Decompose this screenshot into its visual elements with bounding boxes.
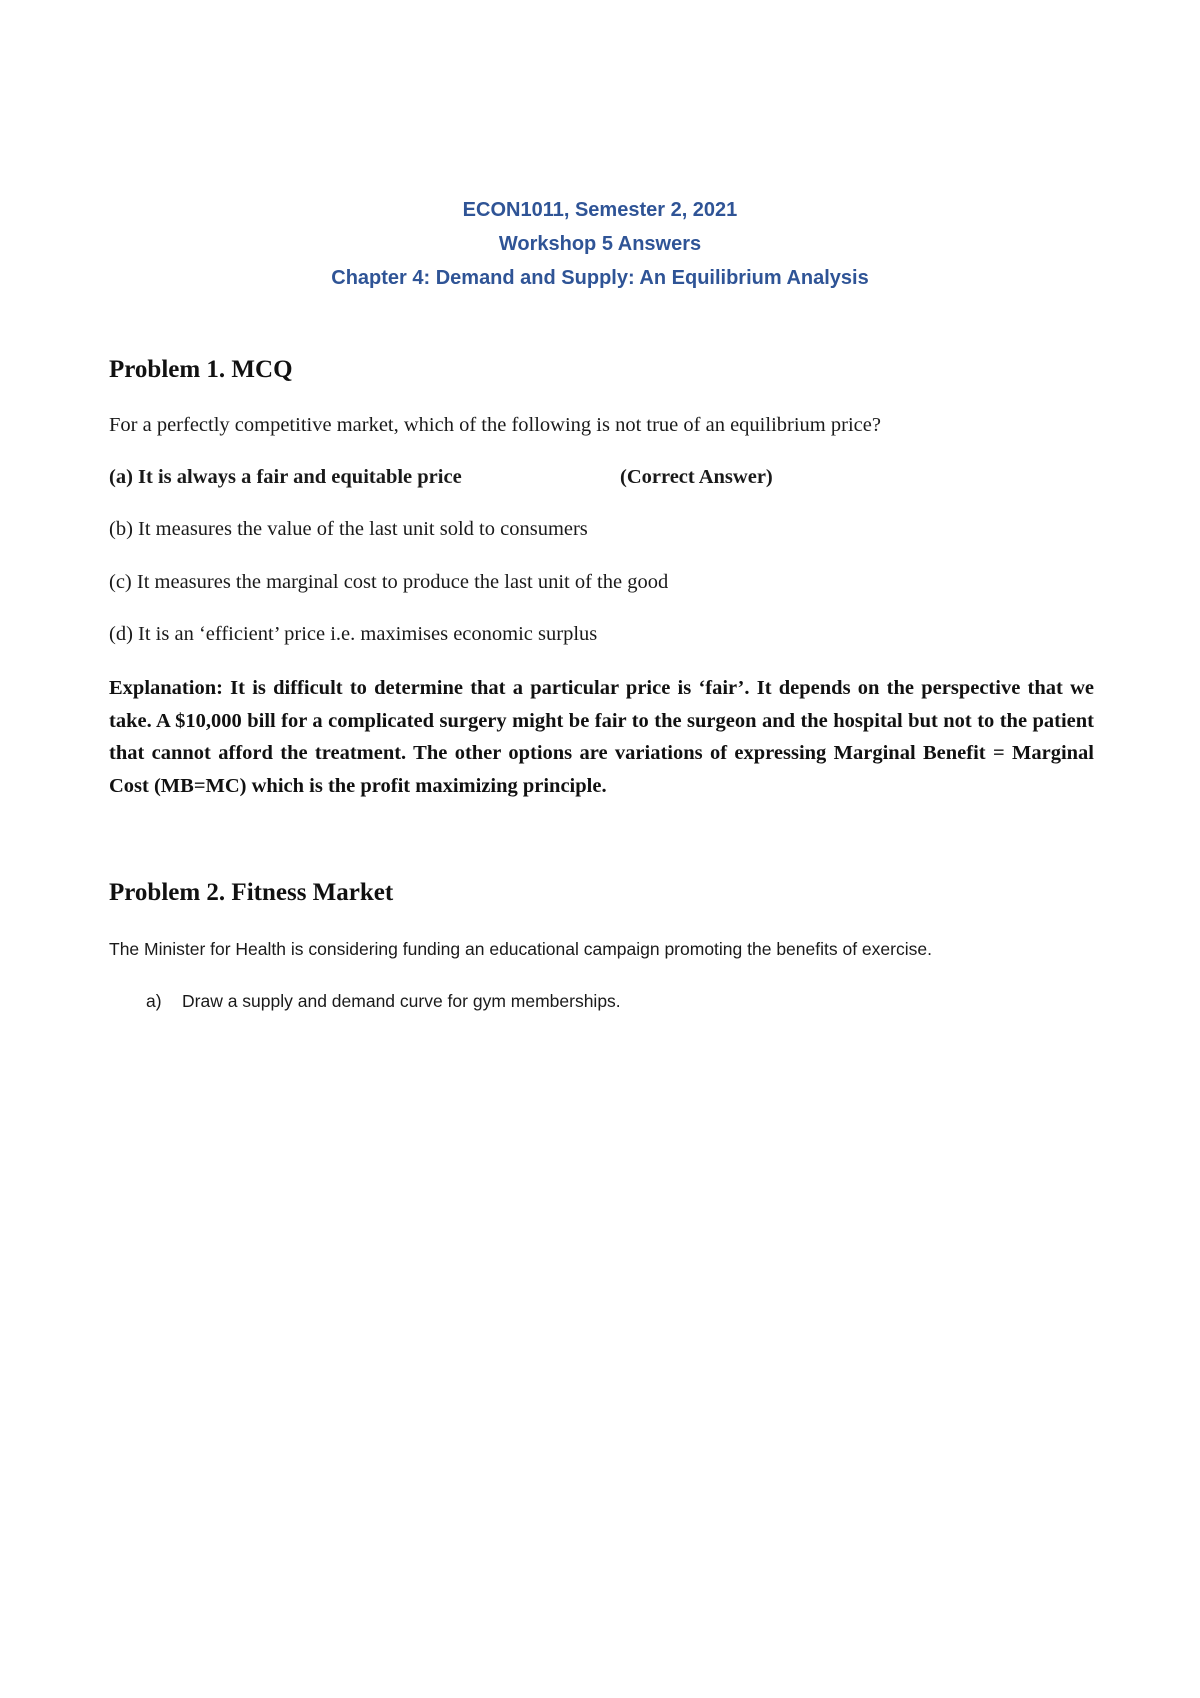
explanation-paragraph: Explanation: It is difficult to determine that a particular price is ‘fair’. It depends on the perspective that we take. A $10,000 bill for a complicated surgery might be fair to the surgeon and the hospital but not to the patient that cannot afford the treatment. The other options are variations of expressing Marginal Benefit = Marginal Cost (MB=MC) which is the profit maximizing principle. — [109, 677, 1094, 797]
problem-1-question: For a perfectly competitive market, which of the following is not true of an equilibrium price? — [109, 414, 881, 436]
correct-answer-tag: (Correct Answer) — [620, 466, 773, 488]
option-b: (b) It measures the value of the last unit sold to consumers — [109, 518, 588, 540]
list-item-text: Draw a supply and demand curve for gym memberships. — [182, 991, 621, 1011]
problem-2-intro: The Minister for Health is considering funding an educational campaign promoting the benefits of exercise. — [109, 939, 932, 959]
course-title: ECON1011, Semester 2, 2021 — [462, 199, 738, 221]
option-c: (c) It measures the marginal cost to produce the last unit of the good — [109, 571, 669, 593]
chapter-title: Chapter 4: Demand and Supply: An Equilibrium Analysis — [331, 267, 869, 289]
option-d: (d) It is an ‘efficient’ price i.e. maximises economic surplus — [109, 623, 598, 645]
workshop-title: Workshop 5 Answers — [498, 233, 702, 255]
list-item-marker: a) — [146, 991, 162, 1011]
problem-1-heading: Problem 1. MCQ — [109, 356, 293, 383]
problem-2-heading: Problem 2. Fitness Market — [109, 879, 394, 906]
option-a: (a) It is always a fair and equitable price — [109, 466, 462, 488]
document-header — [0, 193, 1200, 295]
